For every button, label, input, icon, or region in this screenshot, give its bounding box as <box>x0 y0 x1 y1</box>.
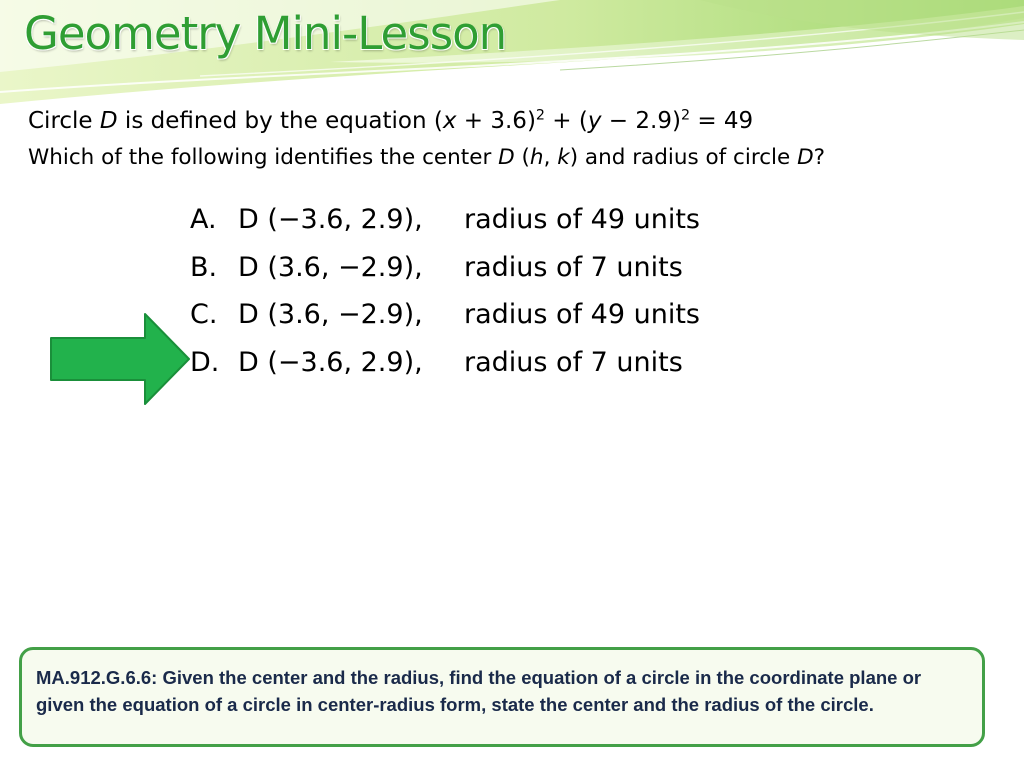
question-text: − 2.9) <box>601 108 681 134</box>
exponent: 2 <box>535 107 545 124</box>
question-text: Which of the following identifies the center <box>28 145 499 170</box>
variable-d: D <box>797 145 814 170</box>
option-center: D (−3.6, 2.9), <box>238 204 423 235</box>
question-text: ) and radius of circle <box>569 145 798 170</box>
question-prompt-line <box>28 142 825 174</box>
variable-k: k <box>557 145 570 170</box>
answer-option-b <box>190 245 700 293</box>
option-radius: radius of 49 units <box>464 204 700 235</box>
answer-options-list <box>190 197 700 387</box>
option-center: D (−3.6, 2.9), <box>238 346 423 378</box>
variable-y: y <box>587 108 602 134</box>
option-center: D (3.6, −2.9), <box>238 299 423 330</box>
option-center: D (3.6, −2.9), <box>238 251 423 283</box>
variable-d: D <box>498 145 515 170</box>
slide-title: Geometry Mini-Lesson <box>24 7 507 60</box>
option-letter: D. <box>190 346 220 378</box>
option-letter: A. <box>190 204 217 235</box>
question-text: ( <box>514 145 530 170</box>
option-letter: C. <box>190 299 218 330</box>
answer-option-a <box>190 197 700 245</box>
variable-x: x <box>442 108 457 134</box>
exponent: 2 <box>680 107 691 124</box>
standard-box <box>19 647 985 747</box>
question-text: ? <box>813 145 826 170</box>
option-radius: radius of 49 units <box>464 299 700 330</box>
question-text: , <box>543 145 558 170</box>
correct-answer-arrow-icon <box>48 312 192 406</box>
option-radius: radius of 7 units <box>464 251 683 283</box>
question-text: + 3.6) <box>456 108 536 134</box>
standard-text: MA.912.G.6.6: Given the center and the radius, find the equation of a circle in the coordinate plane or given the equation of a circle in center-radius form, state the center and the radius of the circle. <box>36 667 922 715</box>
option-letter: B. <box>190 251 218 283</box>
question-equation-line <box>28 104 753 138</box>
question-text: Circle <box>28 108 100 134</box>
variable-d: D <box>99 108 118 134</box>
answer-option-c <box>190 292 700 340</box>
question-text: is defined by the equation ( <box>117 108 443 134</box>
question-text: + ( <box>545 108 588 134</box>
answer-option-d <box>190 340 700 388</box>
variable-h: h <box>529 145 544 170</box>
option-radius: radius of 7 units <box>464 346 683 378</box>
question-text: = 49 <box>690 108 754 134</box>
